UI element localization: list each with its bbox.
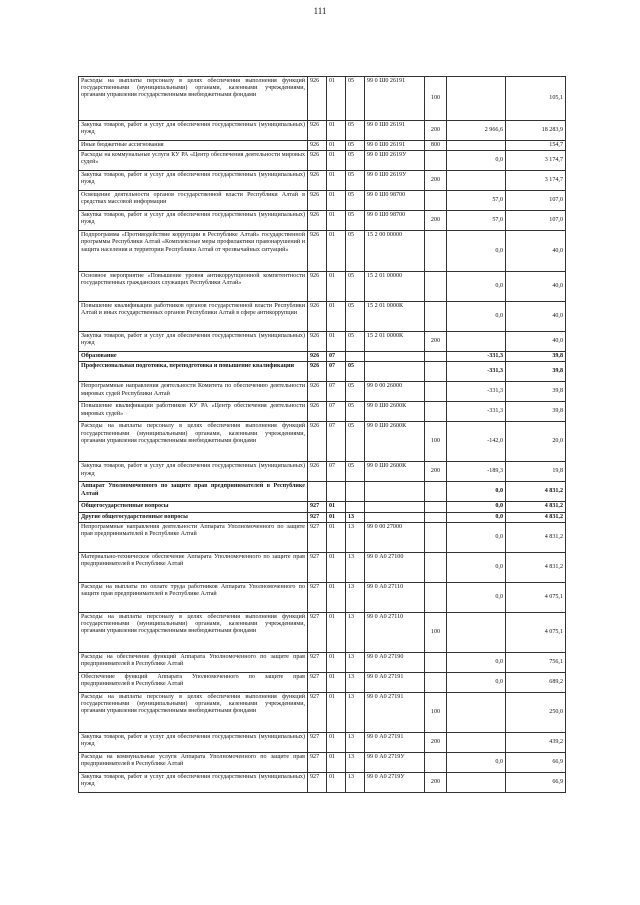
pr-code-cell: 05 [346,362,365,382]
amount-total-cell: 250,0 [506,692,566,732]
rz-code-cell: 07 [327,362,346,382]
csr-code-cell [365,502,425,512]
vr-code-cell: 100 [425,692,447,732]
rz-code-cell: 01 [327,522,346,552]
amount-total-cell: 19,8 [506,462,566,482]
amount-change-cell: 0,0 [447,552,506,582]
amount-total-cell: 40,0 [506,231,566,272]
gr-code-cell: 927 [308,692,327,732]
csr-code-cell: 99 0 Ш0 2619У [365,171,425,191]
rz-code-cell: 01 [327,582,346,612]
budget-table-container [78,76,565,793]
amount-change-cell: 57,0 [447,191,506,211]
table-row [79,352,566,362]
pr-code-cell: 05 [346,422,365,462]
amount-total-cell: 689,2 [506,672,566,692]
vr-code-cell [425,191,447,211]
expense-name-cell: Материально-техническое обеспечение Аппарата Уполномоченного по защите прав предпринимателей в Республике Алтай [79,552,308,582]
amount-total-cell: 66,9 [506,772,566,792]
gr-code-cell: 926 [308,171,327,191]
csr-code-cell: 99 0 Ш0 2600К [365,422,425,462]
expense-name-cell: Другие общегосударственные вопросы [79,512,308,522]
table-row [79,211,566,231]
table-row [79,612,566,652]
rz-code-cell: 01 [327,512,346,522]
csr-code-cell [365,512,425,522]
amount-total-cell: 66,9 [506,752,566,772]
csr-code-cell: 99 0 Ш0 2600К [365,462,425,482]
table-row [79,752,566,772]
amount-total-cell: 105,1 [506,77,566,121]
vr-code-cell: 800 [425,141,447,151]
table-row [79,652,566,672]
table-row [79,302,566,332]
amount-change-cell: 0,0 [447,512,506,522]
vr-code-cell: 200 [425,171,447,191]
expense-name-cell: Непрограммные направления деятельности Аппарата Уполномоченного по защите прав предпринимателей в Республике Алтай [79,522,308,552]
csr-code-cell: 99 0 Ш0 2600К [365,402,425,422]
page-number: 111 [313,6,327,16]
pr-code-cell: 13 [346,732,365,752]
table-row [79,191,566,211]
amount-total-cell: 439,2 [506,732,566,752]
expense-name-cell: Профессиональная подготовка, переподготовка и повышение квалификации [79,362,308,382]
rz-code-cell [327,482,346,502]
table-row [79,332,566,352]
expense-name-cell: Образование [79,352,308,362]
expense-name-cell: Аппарат Уполномоченного по защите прав предпринимателей в Республике Алтай [79,482,308,502]
table-row [79,151,566,171]
csr-code-cell: 99 0 А0 27100 [365,552,425,582]
vr-code-cell [425,512,447,522]
table-row [79,77,566,121]
table-row [79,732,566,752]
csr-code-cell: 15 2 01 0000К [365,302,425,332]
rz-code-cell: 07 [327,462,346,482]
expense-name-cell: Иные бюджетные ассигнования [79,141,308,151]
vr-code-cell: 200 [425,332,447,352]
rz-code-cell: 01 [327,191,346,211]
amount-change-cell: 0,0 [447,302,506,332]
amount-change-cell [447,772,506,792]
vr-code-cell: 100 [425,612,447,652]
gr-code-cell: 927 [308,552,327,582]
gr-code-cell: 926 [308,272,327,302]
table-row [79,121,566,141]
gr-code-cell: 926 [308,402,327,422]
expense-name-cell: Расходы на выплаты персоналу в целях обеспечения выполнения функций государственными (муниципальными) органами, казенными учреждениями, органами управления государственными внебюджетными фондами [79,422,308,462]
vr-code-cell [425,652,447,672]
vr-code-cell: 100 [425,77,447,121]
table-row [79,382,566,402]
amount-change-cell [447,77,506,121]
gr-code-cell: 927 [308,752,327,772]
gr-code-cell: 926 [308,352,327,362]
gr-code-cell: 927 [308,512,327,522]
vr-code-cell [425,672,447,692]
rz-code-cell: 01 [327,141,346,151]
pr-code-cell: 05 [346,191,365,211]
amount-total-cell: 40,0 [506,302,566,332]
amount-change-cell [447,612,506,652]
pr-code-cell: 13 [346,672,365,692]
csr-code-cell [365,362,425,382]
vr-code-cell [425,272,447,302]
gr-code-cell: 926 [308,191,327,211]
budget-table-body [79,77,566,793]
vr-code-cell [425,362,447,382]
rz-code-cell: 01 [327,171,346,191]
amount-change-cell: 0,0 [447,522,506,552]
expense-name-cell: Подпрограмма «Противодействие коррупции в Республике Алтай» государственной программы Республики Алтай «Комплексные меры профилактики правонарушений и защита населения и территории Республики Алтай от чрезвычайных ситуаций» [79,231,308,272]
expense-name-cell: Повышение квалификации работников КУ РА «Центр обеспечения деятельности мировых судей» [79,402,308,422]
rz-code-cell: 01 [327,77,346,121]
gr-code-cell: 927 [308,522,327,552]
table-row [79,482,566,502]
rz-code-cell: 01 [327,302,346,332]
amount-total-cell: 4 831,2 [506,512,566,522]
pr-code-cell: 05 [346,332,365,352]
gr-code-cell: 927 [308,502,327,512]
rz-code-cell: 01 [327,612,346,652]
csr-code-cell: 15 2 01 0000К [365,332,425,352]
rz-code-cell: 01 [327,672,346,692]
pr-code-cell: 05 [346,382,365,402]
vr-code-cell: 200 [425,772,447,792]
gr-code-cell: 926 [308,302,327,332]
amount-total-cell: 154,7 [506,141,566,151]
rz-code-cell: 01 [327,552,346,582]
rz-code-cell: 01 [327,692,346,732]
amount-change-cell [447,692,506,732]
expense-name-cell: Закупка товаров, работ и услуг для обеспечения государственных (муниципальных) нужд [79,171,308,191]
expense-name-cell: Закупка товаров, работ и услуг для обеспечения государственных (муниципальных) нужд [79,211,308,231]
vr-code-cell [425,302,447,332]
csr-code-cell: 99 0 Ш0 26191 [365,121,425,141]
pr-code-cell: 05 [346,462,365,482]
pr-code-cell: 13 [346,652,365,672]
table-row [79,692,566,732]
amount-total-cell: 18 283,9 [506,121,566,141]
amount-total-cell: 39,8 [506,402,566,422]
amount-change-cell [447,171,506,191]
pr-code-cell [346,502,365,512]
gr-code-cell: 926 [308,77,327,121]
amount-change-cell: 0,0 [447,752,506,772]
expense-name-cell: Расходы на выплаты персоналу в целях обеспечения выполнения функций государственными (муниципальными) органами, казенными учреждениями, органами управления государственными внебюджетными фондами [79,77,308,121]
amount-total-cell: 4 831,2 [506,522,566,552]
csr-code-cell: 99 0 А0 27191 [365,732,425,752]
pr-code-cell: 13 [346,522,365,552]
vr-code-cell: 100 [425,422,447,462]
table-row [79,141,566,151]
table-row [79,502,566,512]
table-row [79,772,566,792]
csr-code-cell: 99 0 А0 2719У [365,772,425,792]
gr-code-cell: 926 [308,382,327,402]
pr-code-cell: 05 [346,151,365,171]
amount-change-cell [447,141,506,151]
vr-code-cell: 200 [425,121,447,141]
vr-code-cell [425,752,447,772]
amount-total-cell: 39,8 [506,352,566,362]
rz-code-cell: 01 [327,272,346,302]
vr-code-cell [425,482,447,502]
gr-code-cell: 926 [308,231,327,272]
amount-change-cell: 0,0 [447,652,506,672]
expense-name-cell: Расходы на выплаты персоналу в целях обеспечения выполнения функций государственными (муниципальными) органами, казенными учреждениями, органами управления государственными внебюджетными фондами [79,612,308,652]
expense-name-cell: Расходы на коммунальные услуги КУ РА «Центр обеспечения деятельности мировых судей» [79,151,308,171]
csr-code-cell: 99 0 А0 2719У [365,752,425,772]
amount-change-cell: 0,0 [447,151,506,171]
expense-name-cell: Закупка товаров, работ и услуг для обеспечения государственных (муниципальных) нужд [79,732,308,752]
amount-total-cell: 20,0 [506,422,566,462]
pr-code-cell [346,352,365,362]
rz-code-cell: 01 [327,211,346,231]
csr-code-cell: 99 0 00 26000 [365,382,425,402]
expense-name-cell: Расходы на выплаты по оплате труда работников Аппарата Уполномоченного по защите прав предпринимателей в Республике Алтай [79,582,308,612]
csr-code-cell: 99 0 А0 27110 [365,612,425,652]
vr-code-cell [425,382,447,402]
csr-code-cell: 99 0 Ш0 98700 [365,211,425,231]
expense-name-cell: Непрограммные направления деятельности Комитета по обеспечению деятельности мировых судей Республики Алтай [79,382,308,402]
table-row [79,672,566,692]
pr-code-cell: 05 [346,121,365,141]
amount-change-cell: -189,3 [447,462,506,482]
rz-code-cell: 01 [327,231,346,272]
amount-total-cell: 39,8 [506,382,566,402]
csr-code-cell: 99 0 Ш0 26191 [365,141,425,151]
pr-code-cell: 05 [346,171,365,191]
pr-code-cell: 05 [346,402,365,422]
vr-code-cell [425,582,447,612]
pr-code-cell: 13 [346,752,365,772]
pr-code-cell: 13 [346,552,365,582]
expense-name-cell: Обеспечение функций Аппарата Уполномоченного по защите прав предпринимателей в Республике Алтай [79,672,308,692]
amount-total-cell: 4 075,1 [506,582,566,612]
vr-code-cell: 200 [425,732,447,752]
csr-code-cell [365,482,425,502]
amount-total-cell: 756,1 [506,652,566,672]
csr-code-cell: 99 0 Ш0 2619У [365,151,425,171]
pr-code-cell: 05 [346,77,365,121]
pr-code-cell: 13 [346,512,365,522]
table-row [79,582,566,612]
rz-code-cell: 01 [327,732,346,752]
expense-name-cell: Общегосударственные вопросы [79,502,308,512]
amount-total-cell: 40,0 [506,332,566,352]
expense-name-cell: Основное мероприятие «Повышение уровня антикоррупционной компетентности государственных гражданских служащих Республики Алтай» [79,272,308,302]
amount-change-cell: -331,3 [447,362,506,382]
amount-change-cell [447,332,506,352]
table-row [79,462,566,482]
gr-code-cell: 926 [308,141,327,151]
amount-change-cell: 0,0 [447,502,506,512]
amount-change-cell: 0,0 [447,582,506,612]
amount-total-cell: 3 174,7 [506,151,566,171]
table-row [79,171,566,191]
csr-code-cell: 99 0 А0 27191 [365,692,425,732]
amount-change-cell: -142,0 [447,422,506,462]
expense-name-cell: Расходы на обеспечение функций Аппарата Уполномоченного по защите прав предпринимателей в Республике Алтай [79,652,308,672]
amount-change-cell: 0,0 [447,231,506,272]
rz-code-cell: 01 [327,502,346,512]
vr-code-cell [425,352,447,362]
amount-total-cell: 4 831,2 [506,502,566,512]
amount-total-cell: 3 174,7 [506,171,566,191]
amount-change-cell: 57,0 [447,211,506,231]
rz-code-cell: 07 [327,382,346,402]
table-row [79,362,566,382]
amount-change-cell: 0,0 [447,482,506,502]
expense-name-cell: Закупка товаров, работ и услуг для обеспечения государственных (муниципальных) нужд [79,462,308,482]
csr-code-cell: 99 0 А0 27191 [365,672,425,692]
vr-code-cell [425,402,447,422]
pr-code-cell: 05 [346,231,365,272]
rz-code-cell: 01 [327,332,346,352]
pr-code-cell [346,482,365,502]
rz-code-cell: 01 [327,151,346,171]
gr-code-cell: 926 [308,121,327,141]
vr-code-cell [425,522,447,552]
gr-code-cell: 926 [308,462,327,482]
rz-code-cell: 07 [327,352,346,362]
csr-code-cell: 99 0 Ш0 98700 [365,191,425,211]
gr-code-cell: 927 [308,612,327,652]
gr-code-cell: 927 [308,732,327,752]
amount-change-cell: 0,0 [447,672,506,692]
gr-code-cell: 927 [308,672,327,692]
csr-code-cell: 15 2 01 00000 [365,272,425,302]
pr-code-cell: 05 [346,272,365,302]
gr-code-cell: 926 [308,332,327,352]
gr-code-cell: 927 [308,772,327,792]
pr-code-cell: 13 [346,582,365,612]
table-row [79,552,566,582]
csr-code-cell: 99 0 Ш0 26191 [365,77,425,121]
csr-code-cell: 99 0 А0 27190 [365,652,425,672]
vr-code-cell [425,502,447,512]
table-row [79,272,566,302]
pr-code-cell: 13 [346,772,365,792]
expense-name-cell: Освещение деятельности органов государственной власти Республики Алтай в средствах массовой информации [79,191,308,211]
amount-total-cell: 107,0 [506,211,566,231]
vr-code-cell [425,552,447,582]
amount-total-cell: 40,0 [506,272,566,302]
amount-total-cell: 4 075,1 [506,612,566,652]
gr-code-cell: 926 [308,211,327,231]
expense-name-cell: Закупка товаров, работ и услуг для обеспечения государственных (муниципальных) нужд [79,772,308,792]
gr-code-cell: 927 [308,652,327,672]
gr-code-cell: 926 [308,362,327,382]
rz-code-cell: 07 [327,402,346,422]
amount-change-cell: -331,3 [447,352,506,362]
vr-code-cell: 200 [425,462,447,482]
gr-code-cell [308,482,327,502]
rz-code-cell: 01 [327,752,346,772]
expense-name-cell: Повышение квалификации работников органов государственной власти Республики Алтай и иных государственных органов Республики Алтай в сфере антикоррупции [79,302,308,332]
gr-code-cell: 926 [308,151,327,171]
expense-name-cell: Закупка товаров, работ и услуг для обеспечения государственных (муниципальных) нужд [79,121,308,141]
vr-code-cell [425,231,447,272]
budget-table [78,76,566,793]
amount-total-cell: 39,8 [506,362,566,382]
rz-code-cell: 01 [327,772,346,792]
pr-code-cell: 13 [346,612,365,652]
amount-total-cell: 4 831,2 [506,482,566,502]
expense-name-cell: Расходы на выплаты персоналу в целях обеспечения выполнения функций государственными (муниципальными) органами, казенными учреждениями, органами управления государственными внебюджетными фондами [79,692,308,732]
csr-code-cell: 99 0 00 27000 [365,522,425,552]
amount-change-cell: 2 966,6 [447,121,506,141]
csr-code-cell [365,352,425,362]
rz-code-cell: 01 [327,652,346,672]
rz-code-cell: 07 [327,422,346,462]
amount-total-cell: 4 831,2 [506,552,566,582]
gr-code-cell: 927 [308,582,327,612]
gr-code-cell: 926 [308,422,327,462]
vr-code-cell [425,151,447,171]
table-row [79,522,566,552]
expense-name-cell: Расходы на коммунальные услуги Аппарата Уполномоченного по защите прав предпринимателей в Республике Алтай [79,752,308,772]
pr-code-cell: 13 [346,692,365,732]
table-row [79,402,566,422]
vr-code-cell: 200 [425,211,447,231]
expense-name-cell: Закупка товаров, работ и услуг для обеспечения государственных (муниципальных) нужд [79,332,308,352]
amount-change-cell: -331,3 [447,402,506,422]
csr-code-cell: 99 0 А0 27110 [365,582,425,612]
amount-change-cell: -331,3 [447,382,506,402]
table-row [79,512,566,522]
amount-total-cell: 107,0 [506,191,566,211]
pr-code-cell: 05 [346,141,365,151]
pr-code-cell: 05 [346,211,365,231]
table-row [79,231,566,272]
amount-change-cell: 0,0 [447,272,506,302]
rz-code-cell: 01 [327,121,346,141]
pr-code-cell: 05 [346,302,365,332]
csr-code-cell: 15 2 00 00000 [365,231,425,272]
amount-change-cell [447,732,506,752]
table-row [79,422,566,462]
